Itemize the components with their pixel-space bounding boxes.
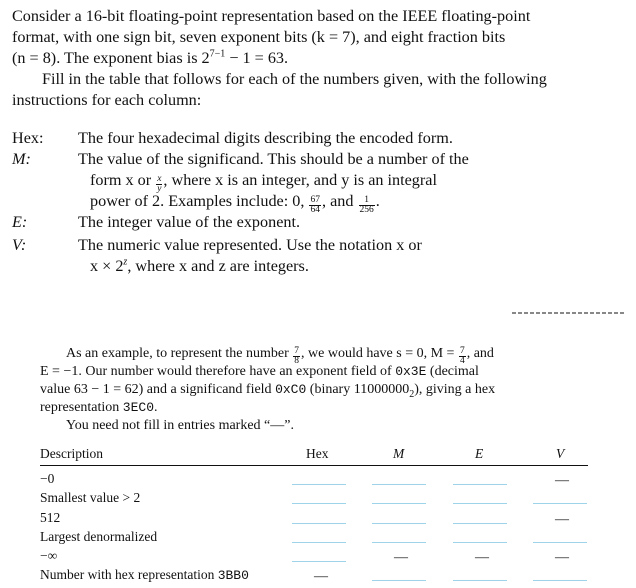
example-line-2: E = −1. Our number would therefore have an exponent field of 0x3E (decimal xyxy=(40,364,479,379)
not-applicable-dash: — xyxy=(555,512,569,527)
def-text-m-2: form x or $\frac{x}{y}$ , where x is an integer, and y is an integral xyxy=(90,171,437,194)
def-text-m-1: The value of the significand. This should be a number of the xyxy=(78,150,469,168)
answer-blank-v[interactable] xyxy=(533,542,587,543)
col-header-v: V xyxy=(556,446,565,461)
answer-blank-e[interactable] xyxy=(453,484,507,485)
example-line-4: representation 3EC0. xyxy=(40,400,158,415)
row-desc-largest-denorm: Largest denormalized xyxy=(40,529,158,544)
answer-blank-m[interactable] xyxy=(372,503,426,504)
row-desc-neg-infinity: −∞ xyxy=(40,548,58,563)
answer-blank-v[interactable] xyxy=(533,580,587,581)
row-desc-512: 512 xyxy=(40,510,61,525)
answer-blank-v[interactable] xyxy=(533,503,587,504)
example-line-3: value 63 − 1 = 62) and a significand field 0xC0 (binary $11000000_2$), giving a hex xyxy=(40,382,496,400)
col-header-description: Description xyxy=(40,446,103,461)
intro-line-4: Fill in the table that follows for each of the numbers given, with the following xyxy=(42,70,547,88)
answer-blank-hex[interactable] xyxy=(292,561,346,562)
intro-line-3: (n = 8). The exponent bias is $2^{7-1} - 1 = 63$. xyxy=(12,48,289,67)
answer-blank-m[interactable] xyxy=(372,523,426,524)
answer-blank-e[interactable] xyxy=(453,542,507,543)
intro-line-2: format, with one sign bit, seven exponent bits (k = 7), and eight fraction bits xyxy=(12,28,506,46)
col-header-hex: Hex xyxy=(306,446,329,461)
answer-blank-e[interactable] xyxy=(453,503,507,504)
not-applicable-dash: — xyxy=(555,550,569,565)
answer-blank-hex[interactable] xyxy=(292,542,346,543)
example-line-5: You need not fill in entries marked “—”. xyxy=(66,418,294,433)
def-text-hex: The four hexadecimal digits describing the encoded form. xyxy=(78,129,453,147)
not-applicable-dash: — xyxy=(555,473,569,488)
def-label-hex: Hex: xyxy=(12,129,44,147)
def-text-v-1: The numeric value represented. Use the notation x or xyxy=(78,236,422,254)
answer-blank-hex[interactable] xyxy=(292,523,346,524)
def-text-e: The integer value of the exponent. xyxy=(78,213,301,231)
def-text-m-3: power of 2. Examples include: 0, $\frac{67}{64}$ , and $\frac{1}{256}$ . xyxy=(90,192,380,215)
row-desc-smallest-gt-2: Smallest value > 2 xyxy=(40,490,141,505)
not-applicable-dash: — xyxy=(394,550,408,565)
answer-blank-hex[interactable] xyxy=(292,484,346,485)
answer-blank-e[interactable] xyxy=(453,523,507,524)
col-header-m: M xyxy=(393,446,405,461)
intro-line-5: instructions for each column: xyxy=(12,91,202,109)
col-header-e: E xyxy=(475,446,484,461)
watermark-fragment xyxy=(512,312,624,314)
example-line-1: As an example, to represent the number $\frac{7}{8}$ , we would have s = 0, M = $\frac{7}{4}$ , and xyxy=(66,346,494,366)
row-desc-neg-zero: −0 xyxy=(40,471,55,486)
answer-blank-e[interactable] xyxy=(453,580,507,581)
def-label-v: V: xyxy=(12,236,27,254)
answer-blank-m[interactable] xyxy=(372,542,426,543)
def-text-v-2: $x \times 2^z$, where x and z are integers. xyxy=(90,256,309,275)
answer-blank-m[interactable] xyxy=(372,484,426,485)
intro-line-1: Consider a 16-bit floating-point representation based on the IEEE floating-point xyxy=(12,7,531,25)
table-header-rule xyxy=(40,465,588,466)
def-label-e: E: xyxy=(12,213,28,231)
row-desc-hex-3bb0: Number with hex representation 3BB0 xyxy=(40,567,249,583)
not-applicable-dash: — xyxy=(475,550,489,565)
def-label-m: M: xyxy=(12,150,31,168)
answer-blank-hex[interactable] xyxy=(292,503,346,504)
not-applicable-dash: — xyxy=(314,569,328,584)
answer-blank-m[interactable] xyxy=(372,580,426,581)
